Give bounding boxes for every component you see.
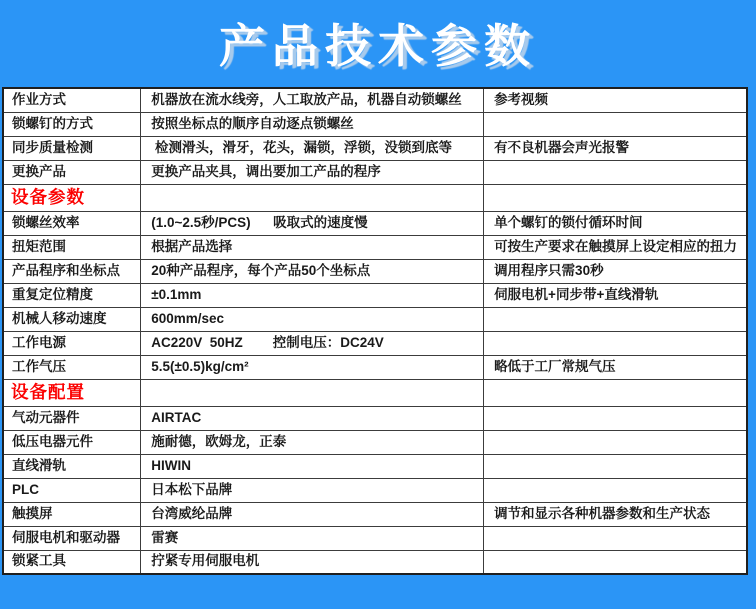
spec-label-cell: 重复定位精度 xyxy=(3,283,141,307)
spec-label-cell: 扭矩范围 xyxy=(3,235,141,259)
spec-value-cell: HIWIN xyxy=(141,454,484,478)
spec-value-cell: 检测滑头，滑牙，花头，漏锁，浮锁，没锁到底等 xyxy=(141,136,484,160)
spec-note-cell xyxy=(484,478,747,502)
spec-label-cell: 直线滑轨 xyxy=(3,454,141,478)
spec-note-cell xyxy=(484,160,747,184)
spec-label-cell: 低压电器元件 xyxy=(3,430,141,454)
spec-label-cell: 锁螺钉的方式 xyxy=(3,112,141,136)
table-row xyxy=(3,502,747,526)
spec-value-cell: ±0.1mm xyxy=(141,283,484,307)
spec-label-cell: 触摸屏 xyxy=(3,502,141,526)
spec-label-cell: 工作电源 xyxy=(3,331,141,355)
spec-note-cell: 参考视频 xyxy=(484,88,747,112)
spec-table xyxy=(2,87,748,575)
spec-label-cell: 设备参数 xyxy=(3,184,141,211)
spec-value-cell: 根据产品选择 xyxy=(141,235,484,259)
spec-value-cell: AIRTAC xyxy=(141,406,484,430)
table-row xyxy=(3,112,747,136)
spec-value-cell xyxy=(141,184,484,211)
spec-note-cell xyxy=(484,406,747,430)
spec-note-cell: 调节和显示各种机器参数和生产状态 xyxy=(484,502,747,526)
spec-value-cell: 5.5(±0.5)kg/cm² xyxy=(141,355,484,379)
spec-note-cell xyxy=(484,550,747,574)
spec-label-cell: 锁紧工具 xyxy=(3,550,141,574)
spec-note-cell: 略低于工厂常规气压 xyxy=(484,355,747,379)
spec-label-cell: 伺服电机和驱动器 xyxy=(3,526,141,550)
section-row xyxy=(3,184,747,211)
spec-note-cell: 调用程序只需30秒 xyxy=(484,259,747,283)
spec-value-cell: 台湾威纶品牌 xyxy=(141,502,484,526)
spec-value-cell: 20种产品程序，每个产品50个坐标点 xyxy=(141,259,484,283)
spec-note-cell xyxy=(484,379,747,406)
table-row xyxy=(3,331,747,355)
spec-note-cell: 伺服电机+同步带+直线滑轨 xyxy=(484,283,747,307)
table-row xyxy=(3,307,747,331)
section-row xyxy=(3,379,747,406)
spec-value-cell xyxy=(141,379,484,406)
spec-value-cell: 拧紧专用伺服电机 xyxy=(141,550,484,574)
table-row xyxy=(3,160,747,184)
spec-value-cell: 更换产品夹具，调出要加工产品的程序 xyxy=(141,160,484,184)
table-row xyxy=(3,283,747,307)
spec-note-cell xyxy=(484,331,747,355)
spec-value-cell: 日本松下品牌 xyxy=(141,478,484,502)
spec-label-cell: 产品程序和坐标点 xyxy=(3,259,141,283)
spec-note-cell xyxy=(484,454,747,478)
spec-value-cell: (1.0~2.5秒/PCS) 吸取式的速度慢 xyxy=(141,211,484,235)
spec-value-cell: 按照坐标点的顺序自动逐点锁螺丝 xyxy=(141,112,484,136)
table-row xyxy=(3,259,747,283)
table-row xyxy=(3,136,747,160)
spec-note-cell xyxy=(484,112,747,136)
page-title: 产品技术参数 xyxy=(219,20,537,72)
spec-label-cell: 同步质量检测 xyxy=(3,136,141,160)
spec-note-cell xyxy=(484,307,747,331)
table-row xyxy=(3,526,747,550)
spec-value-cell: 雷赛 xyxy=(141,526,484,550)
spec-note-cell xyxy=(484,526,747,550)
spec-note-cell: 可按生产要求在触摸屏上设定相应的扭力 xyxy=(484,235,747,259)
table-row xyxy=(3,478,747,502)
table-row xyxy=(3,454,747,478)
spec-label-cell: 锁螺丝效率 xyxy=(3,211,141,235)
table-row xyxy=(3,355,747,379)
table-row xyxy=(3,406,747,430)
title-banner xyxy=(0,0,756,86)
table-row xyxy=(3,211,747,235)
spec-label-cell: 气动元器件 xyxy=(3,406,141,430)
table-row xyxy=(3,235,747,259)
spec-label-cell: PLC xyxy=(3,478,141,502)
spec-value-cell: 施耐德，欧姆龙，正泰 xyxy=(141,430,484,454)
table-row xyxy=(3,88,747,112)
spec-value-cell: AC220V 50HZ 控制电压：DC24V xyxy=(141,331,484,355)
spec-label-cell: 工作气压 xyxy=(3,355,141,379)
spec-label-cell: 设备配置 xyxy=(3,379,141,406)
spec-note-cell xyxy=(484,184,747,211)
table-row xyxy=(3,550,747,574)
spec-label-cell: 更换产品 xyxy=(3,160,141,184)
table-row xyxy=(3,430,747,454)
spec-note-cell xyxy=(484,430,747,454)
spec-label-cell: 作业方式 xyxy=(3,88,141,112)
spec-value-cell: 机器放在流水线旁，人工取放产品，机器自动锁螺丝 xyxy=(141,88,484,112)
spec-note-cell: 单个螺钉的锁付循环时间 xyxy=(484,211,747,235)
spec-value-cell: 600mm/sec xyxy=(141,307,484,331)
spec-table-body xyxy=(3,88,747,574)
spec-label-cell: 机械人移动速度 xyxy=(3,307,141,331)
spec-note-cell: 有不良机器会声光报警 xyxy=(484,136,747,160)
